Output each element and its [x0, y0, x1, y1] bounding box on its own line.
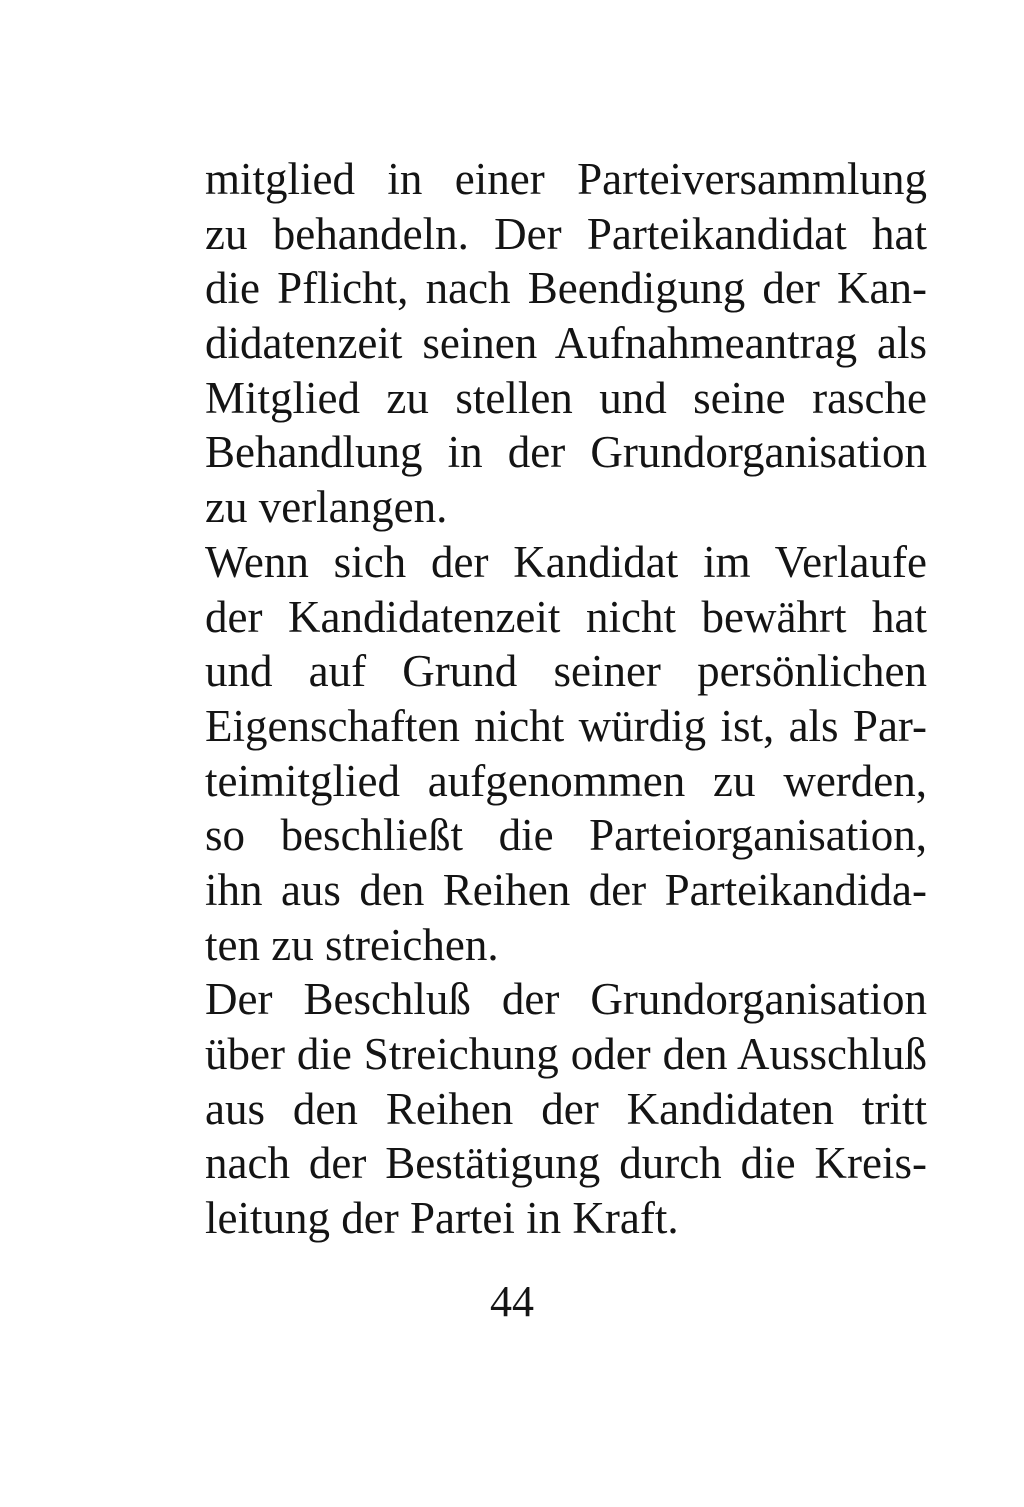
paragraph-3 [205, 972, 927, 1245]
body-text [205, 152, 927, 1246]
text-line: Eigenschaften nicht würdig ist, als Par- [205, 700, 927, 751]
paragraph-2 [205, 535, 927, 973]
text-line: Wenn sich der Kandidat im Verlaufe [205, 536, 927, 587]
text-line: didatenzeit seinen Aufnahmeantrag als [205, 318, 927, 369]
text-line: zu behandeln. Der Parteikandidat hat [205, 208, 927, 259]
text-line: nach der Bestätigung durch die Kreis- [205, 1138, 927, 1189]
text-line: ihn aus den Reihen der Parteikandida- [205, 864, 927, 915]
text-line: Mitglied zu stellen und seine rasche [205, 372, 927, 423]
text-line: Behandlung in der Grundorganisation [205, 427, 927, 478]
text-line: Der Beschluß der Grundorganisation [205, 974, 927, 1025]
text-line: aus den Reihen der Kandidaten tritt [205, 1083, 927, 1134]
text-line: über die Streichung oder den Ausschluß [205, 1029, 927, 1079]
text-line: der Kandidatenzeit nicht bewährt hat [205, 591, 927, 642]
paragraph-1 [205, 152, 927, 535]
text-line: mitglied in einer Parteiversammlung [205, 154, 927, 204]
page-number: 44 [490, 1277, 534, 1326]
text-line: zu verlangen. [205, 482, 448, 533]
text-line: die Pflicht, nach Beendigung der Kan- [205, 263, 927, 314]
text-line: so beschließt die Parteiorganisation, [205, 810, 927, 861]
text-line: ten zu streichen. [205, 919, 499, 970]
text-line: leitung der Partei in Kraft. [205, 1193, 679, 1244]
text-line: und auf Grund seiner persönlichen [205, 646, 927, 697]
text-line: teimitglied aufgenommen zu werden, [205, 755, 927, 806]
